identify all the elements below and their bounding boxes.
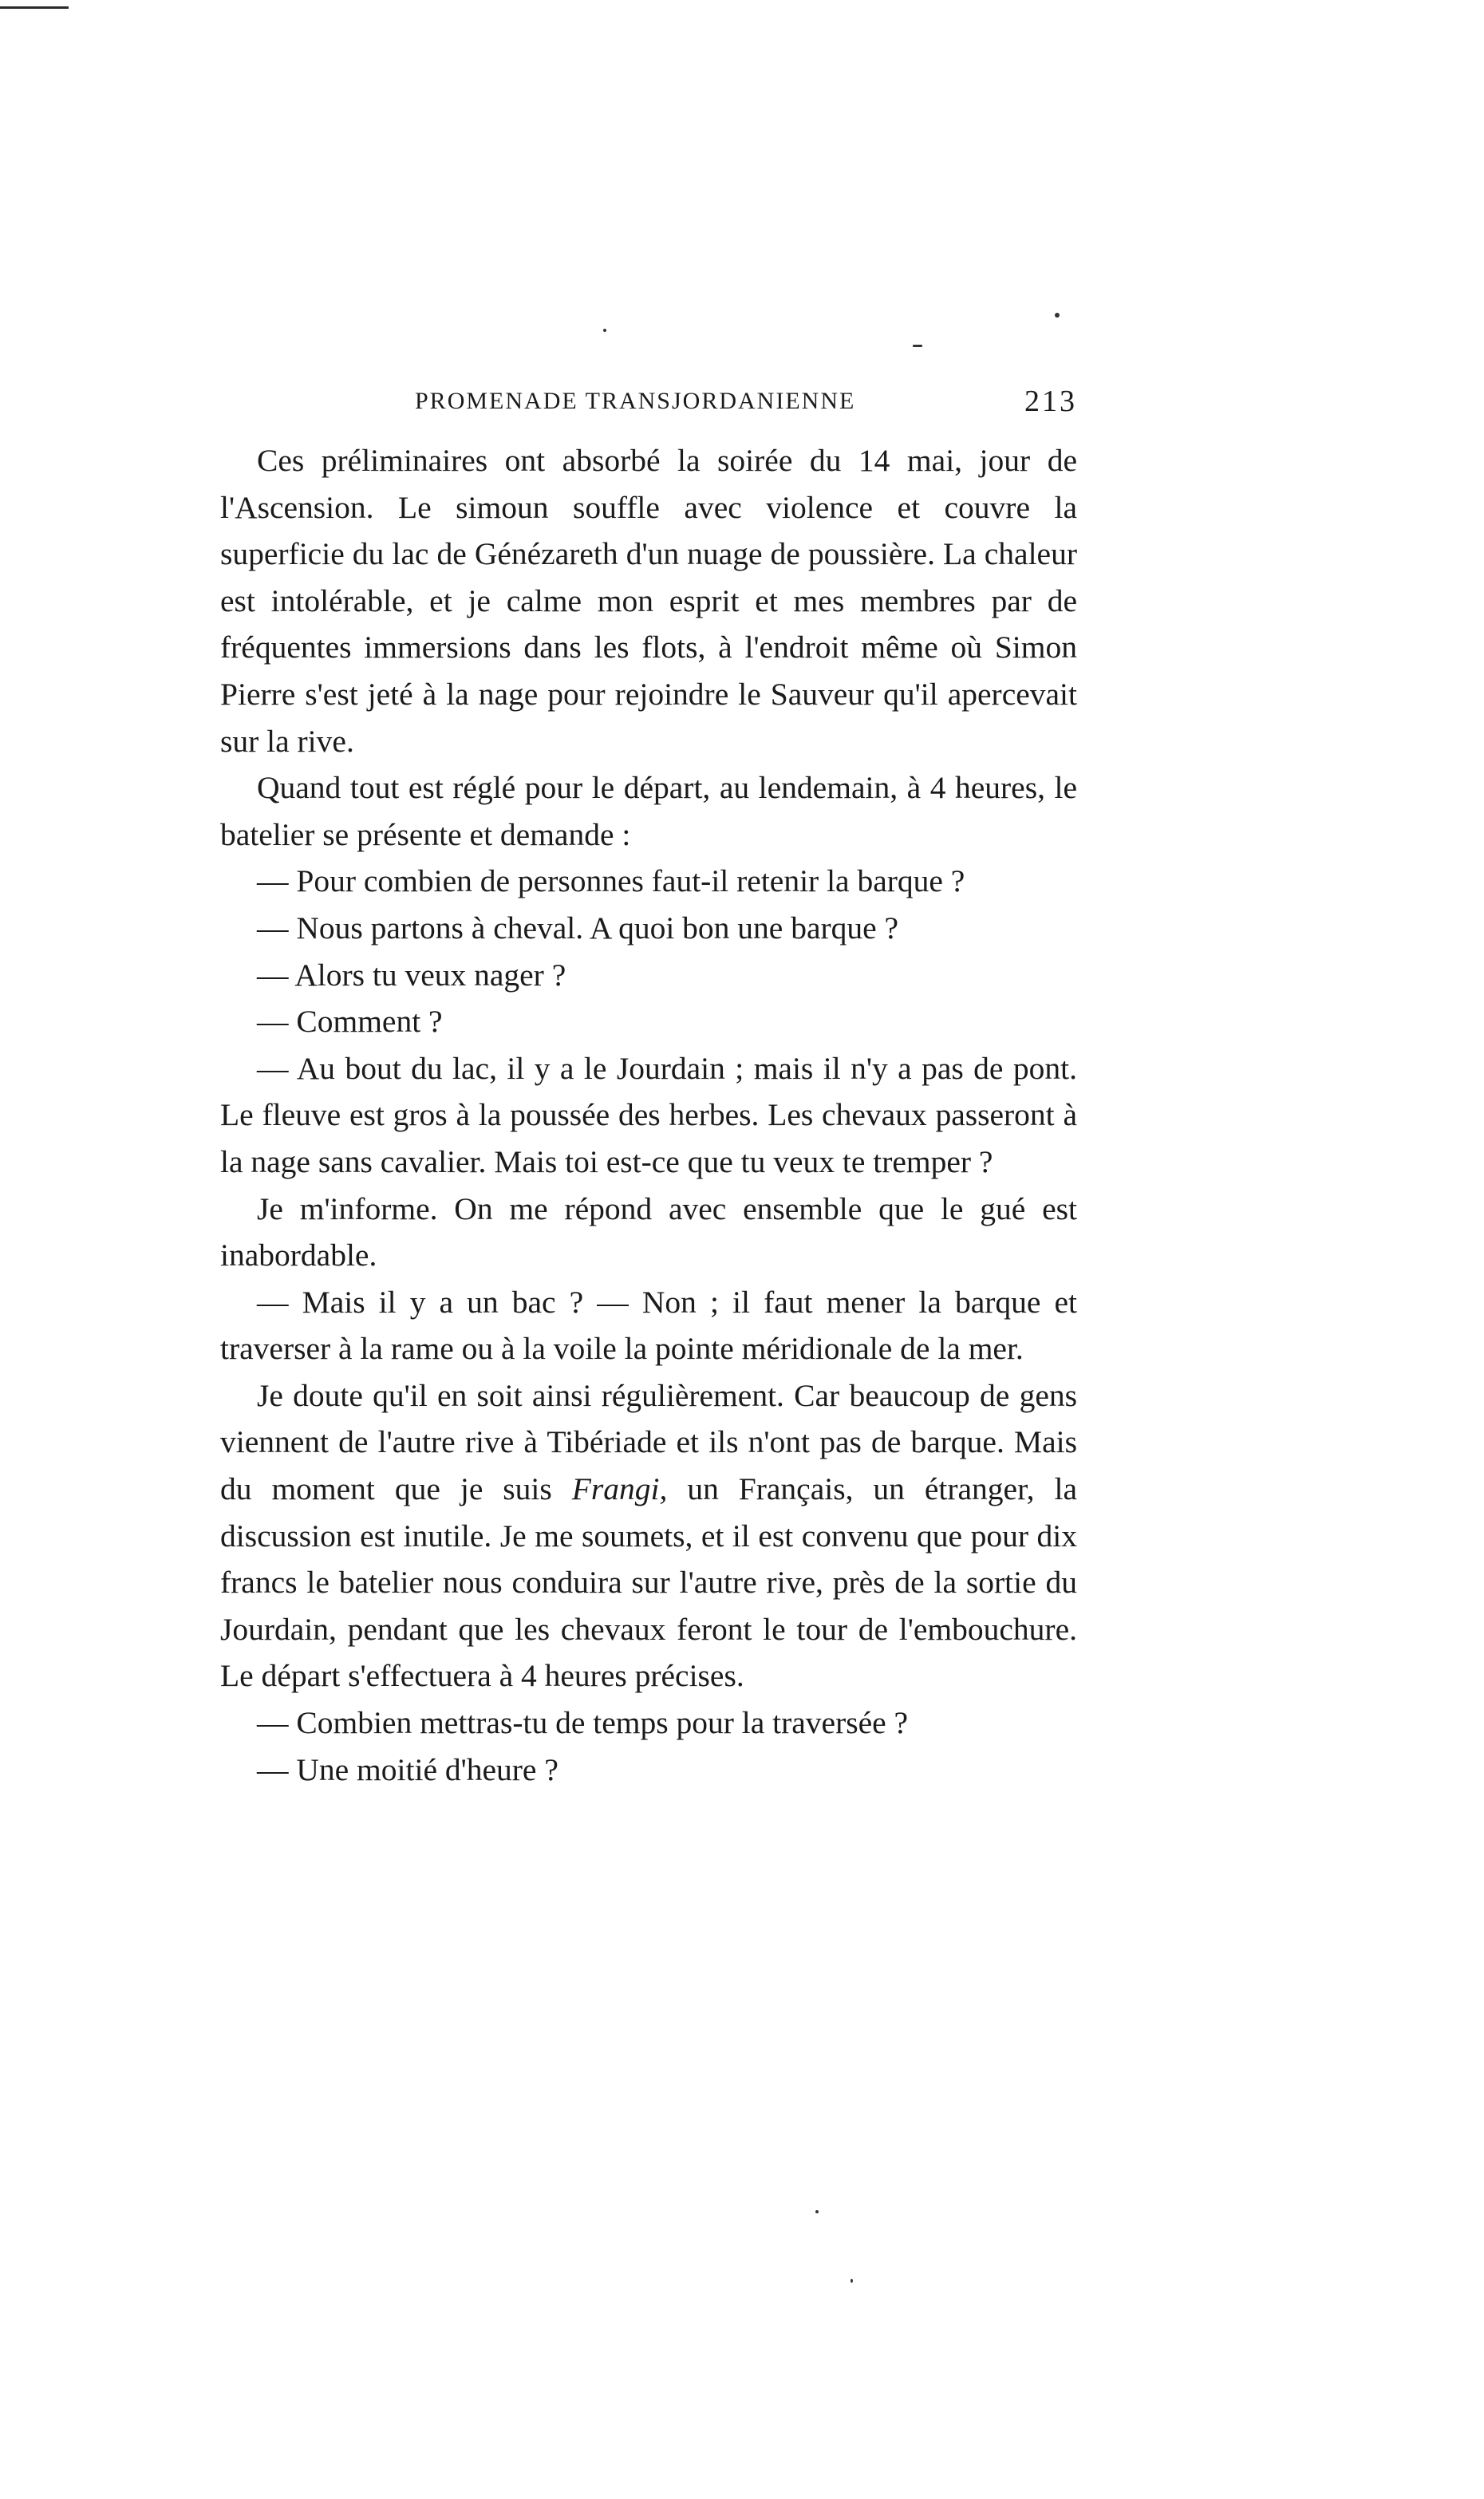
- italic-word: Frangi,: [571, 1471, 668, 1507]
- dialogue-line: — Combien mettras-tu de temps pour la traversée ?: [257, 1705, 909, 1741]
- ink-speck: [913, 345, 922, 347]
- body-text: [220, 437, 1077, 1793]
- paragraph-start: Je doute qu'il en soit ainsi régulièrement. Car beaucoup de gens viennent de l'autre rive à Tibériade et ils n'ont pas de barque. Mais du moment que je suis: [220, 1377, 1077, 1507]
- top-edge-rule: [0, 6, 69, 9]
- paragraph: [220, 1372, 1077, 1700]
- paragraph-continuation: un Français, un étranger, la discussion est inutile. Je me soumets, et il est convenu que pour dix francs le batelier nous conduira sur l'autre rive, près de la sortie du Jourdain, pendant que les chevaux feront le tour de l'embouchure. Le départ s'effectuera à 4 heures précises.: [220, 1471, 1077, 1694]
- ink-speck: [1055, 313, 1060, 318]
- paragraph: Ces préliminaires ont absorbé la soirée du 14 mai, jour de l'Ascension. Le simoun souffle avec violence et couvre la superficie du lac de Génézareth d'un nuage de poussière. La chaleur est intolérable, et je calme mon esprit et mes membres par de fréquentes immersions dans les flots, à l'endroit même où Simon Pierre s'est jeté à la nage pour rejoindre le Sauveur qu'il apercevait sur la rive.: [220, 443, 1077, 759]
- dialogue-line: — Alors tu veux nager ?: [257, 957, 566, 993]
- dialogue-line: — Nous partons à cheval. A quoi bon une barque ?: [257, 910, 899, 946]
- dialogue-line: — Pour combien de personnes faut-il retenir la barque ?: [257, 863, 965, 899]
- page-header: [415, 381, 1077, 421]
- ink-speck: [603, 329, 606, 332]
- ink-speck: [851, 2279, 853, 2283]
- ink-speck: [815, 2210, 819, 2213]
- page-number: 213: [1024, 385, 1077, 418]
- paragraph: Quand tout est réglé pour le départ, au lendemain, à 4 heures, le batelier se présente et demande :: [220, 770, 1077, 852]
- dialogue-line: — Comment ?: [257, 1004, 443, 1040]
- paragraph: Je m'informe. On me répond avec ensemble que le gué est inabordable.: [220, 1190, 1077, 1273]
- dialogue-line: — Mais il y a un bac ? — Non ; il faut mener la barque et traverser à la rame ou à la voile la pointe méridionale de la mer.: [220, 1284, 1077, 1367]
- running-title: PROMENADE TRANSJORDANIENNE: [415, 388, 856, 414]
- dialogue-line: — Au bout du lac, il y a le Jourdain ; mais il n'y a pas de pont. Le fleuve est gros à la poussée des herbes. Les chevaux passeront à la nage sans cavalier. Mais toi est-ce que tu veux te tremper ?: [220, 1050, 1077, 1179]
- dialogue-line: — Une moitié d'heure ?: [257, 1751, 558, 1787]
